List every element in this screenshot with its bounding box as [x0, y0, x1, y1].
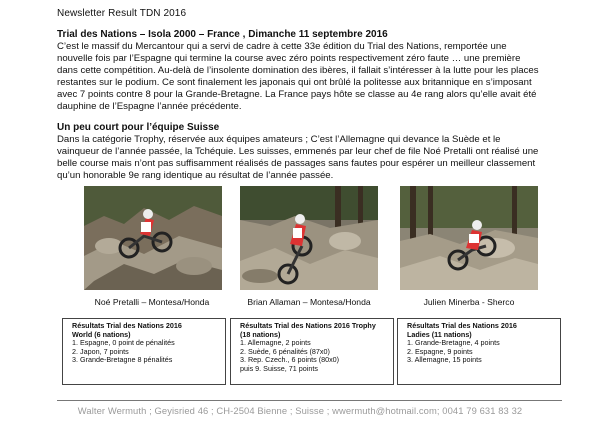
results-line: puis 9. Suisse, 71 points	[240, 363, 318, 373]
results-box-world	[62, 318, 226, 385]
footer-contact: Walter Wermuth ; Geyisried 46 ; CH-2504 Bienne ; Suisse ; wwermuth@hotmail.com; 0041 79 631 83 32	[77, 405, 523, 416]
section-title: Un peu court pour l’équipe Suisse	[57, 122, 220, 133]
photo-caption: Julien Minerba - Sherco	[423, 297, 515, 307]
photo-caption: Brian Allaman – Montesa/Honda	[247, 297, 371, 307]
results-title: Résultats Trial des Nations 2016 Trophy	[240, 321, 376, 330]
results-subtitle: Ladies (11 nations)	[407, 329, 472, 339]
body-line: avec 7 points contre 8 pour la Grande-Bretagne. La France pays hôte se classe au 4e rang alors qu’elle avait été	[57, 88, 537, 100]
article-body	[57, 41, 562, 112]
body-line: dans cette compétition. Au-delà de l’insolente domination des ibères, il fallait s’intéresser à la lutte pour les places	[57, 64, 539, 76]
body-line: C’est le massif du Mercantour qui a servi de cadre à cette 33e édition du Trial des Nations, remportée une	[57, 41, 507, 52]
article-section-isola	[57, 29, 562, 112]
body-line: dauphine de l’Espagne l’année précédente.	[57, 100, 242, 112]
photo-caption: Noé Pretalli – Montesa/Honda	[94, 297, 210, 307]
newsletter-header: Newsletter Result TDN 2016	[57, 8, 187, 19]
body-line: restantes sur le podium. Ce sont finalement les japonais qui ont brûlé la politesse aux britannique en s’imposant	[57, 76, 532, 88]
photo-brian-allaman	[240, 186, 378, 290]
body-line: nouvelle fois par l’Espagne qui termine la course avec zéro points respectivement zéro faute … une première	[57, 52, 521, 64]
results-line: 3. Grande-Bretagne 8 pénalités	[72, 355, 173, 365]
article-title: Trial des Nations – Isola 2000 – France , Dimanche 11 septembre 2016	[57, 29, 388, 40]
results-line: 1. Grande-Bretagne, 4 points	[407, 338, 500, 348]
results-line: 2. Suède, 6 pénalités (87x0)	[240, 346, 330, 356]
results-line: 2. Espagne, 9 points	[407, 346, 473, 356]
results-subtitle: World (6 nations)	[72, 329, 131, 339]
results-line: 2. Japon, 7 points	[72, 346, 129, 356]
results-line: 1. Espagne, 0 point de pénalités	[72, 338, 175, 348]
article-section-suisse	[57, 122, 562, 182]
body-line: vainqueur de l’année passée, la Tchéquie. Les suisses, emmenés par leur chef de file Noé Pretalli ont réalisé une	[57, 145, 539, 157]
section-body	[57, 134, 562, 182]
photo-julien-minerba	[400, 186, 538, 290]
body-line: qu’un honorable 9e rang identique au résultat de l’année passée.	[57, 169, 334, 181]
body-line: belle course mais n’ont pas suffisamment réalisés de passages sans fautes pour espérer un meilleur classement	[57, 157, 536, 169]
body-line: Dans la catégorie Trophy, réservée aux équipes amateurs ; C’est l’Allemagne qui devance la Suède et le	[57, 134, 501, 145]
results-title: Résultats Trial des Nations 2016	[407, 321, 517, 330]
photo-noe-pretalli	[84, 186, 222, 290]
results-line: 1. Allemagne, 2 points	[240, 338, 311, 348]
results-box-ladies	[397, 318, 561, 385]
results-line: 3. Rep. Czech., 6 points (80x0)	[240, 355, 340, 365]
results-title: Résultats Trial des Nations 2016	[72, 321, 182, 330]
results-subtitle: (18 nations)	[240, 329, 281, 339]
results-line: 3. Allemagne, 15 points	[407, 355, 482, 365]
results-box-trophy	[230, 318, 394, 385]
footer-divider	[57, 400, 562, 401]
